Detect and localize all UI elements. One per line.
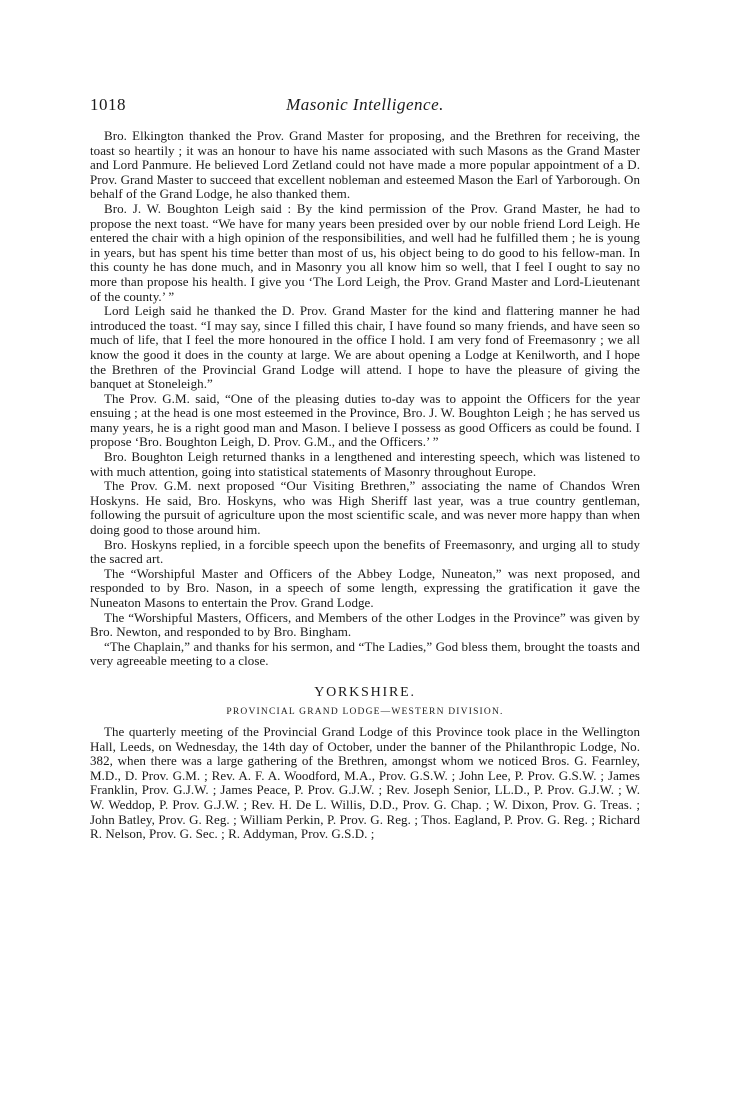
paragraph: The Prov. G.M. next proposed “Our Visiting Brethren,” associating the name of Chandos Wren Hoskyns. He said, Bro. Hoskyns, who was High Sheriff last year, was a true country gentleman, following the pursuit of agriculture upon the most scientific scale, and was never more happy than when doing good to those around him. [90,478,640,538]
paragraph: Bro. Boughton Leigh returned thanks in a lengthened and interesting speech, which was listened to with much attention, going into statistical statements of Masonry throughout Europe. [90,449,640,479]
page-header [90,95,640,117]
section-title: YORKSHIRE. [314,684,416,700]
page-number: 1018 [90,95,126,114]
paragraph: Bro. Hoskyns replied, in a forcible speech upon the benefits of Freemasonry, and urging all to study the sacred art. [90,536,640,567]
section-subtitle: PROVINCIAL GRAND LODGE—WESTERN DIVISION. [226,706,504,717]
paragraph: “The Chaplain,” and thanks for his sermon, and “The Ladies,” God bless them, brought the toasts and very agreeable meeting to a close. [90,638,640,669]
paragraph: The “Worshipful Masters, Officers, and Members of the other Lodges in the Province” was given by Bro. Newton, and responded to by Bro. Bingham. [90,609,640,640]
article-body [90,129,640,842]
paragraph: Bro. J. W. Boughton Leigh said : By the kind permission of the Prov. Grand Master, he had to propose the next toast. “We have for many years been presided over by our noble friend Lord Leigh. He entered the chair with a high opinion of the responsibilities, and well had he fulfilled them ; he is young in years, but has spent his time better than most of us, his object being to do good to his fellow-man. In this county he has done much, and in Masonry you all know him so well, that I feel I ought to say no more than propose his health. I give you ‘The Lord Leigh, the Prov. Grand Master and Lord-Lieutenant of the county.’ ” [90,200,640,304]
paragraph: Bro. Elkington thanked the Prov. Grand Master for proposing, and the Brethren for receiving, the toast so heartily ; it was an honour to have his name associated with such Masons as the Grand Master and Lord Panmure. He believed Lord Zetland could not have made a more popular appointment of a D. Prov. Grand Master to succeed that excellent nobleman and esteemed Mason the Earl of Yarborough. On behalf of the Grand Lodge, he also thanked them. [90,128,640,202]
paragraph: The quarterly meeting of the Provincial Grand Lodge of this Province took place in the Wellington Hall, Leeds, on Wednesday, the 14th day of October, under the banner of the Philanthropic Lodge, No. 382, when there was a large gathering of the Brethren, amongst whom we noticed Bros. G. Fearnley, M.D., D. Prov. G.M. ; Rev. A. F. A. Woodford, M.A., Prov. G.S.W. ; John Lee, P. Prov. G.S.W. ; James Franklin, Prov. G.J.W. ; James Peace, P. Prov. G.J.W. ; Rev. Joseph Senior, LL.D., P. Prov. G.J.W. ; W. W. Weddop, P. Prov. G.J.W. ; Rev. H. De L. Willis, D.D., Prov. G. Chap. ; W. Dixon, Prov. G. Treas. ; John Batley, Prov. G. Reg. ; William Perkin, P. Prov. G. Reg. ; Thos. Eagland, P. Prov. G. Reg. ; Richard R. Nelson, Prov. G. Sec. ; R. Addyman, Prov. G.S.D. ; [90,723,640,842]
paragraph: The Prov. G.M. said, “One of the pleasing duties to-day was to appoint the Officers for the year ensuing ; at the head is one most esteemed in the Province, Bro. J. W. Boughton Leigh ; he has served us many years, he is a right good man and Mason. I believe I possess as good Officers as could be found. I propose ‘Bro. Boughton Leigh, D. Prov. G.M., and the Officers.’ ” [90,390,640,450]
paragraph: Lord Leigh said he thanked the D. Prov. Grand Master for the kind and flattering manner he had introduced the toast. “I may say, since I filled this chair, I have found so many friends, and have seen so much of life, that I feel the more honoured in the office I hold. I am very fond of Freemasonry ; we all know the good it does in the county at large. We are about opening a Lodge at Kenilworth, and I hope the Brethren of the Provincial Grand Lodge will attend. I hope to have the pleasure of giving the banquet at Stoneleigh.” [90,303,640,392]
running-title: Masonic Intelligence. [286,95,444,114]
paragraph: The “Worshipful Master and Officers of the Abbey Lodge, Nuneaton,” was next proposed, and responded to by Bro. Nason, in a speech of some length, expressing the gratification it gave the Nuneaton Masons to entertain the Prov. Grand Lodge. [90,565,640,610]
